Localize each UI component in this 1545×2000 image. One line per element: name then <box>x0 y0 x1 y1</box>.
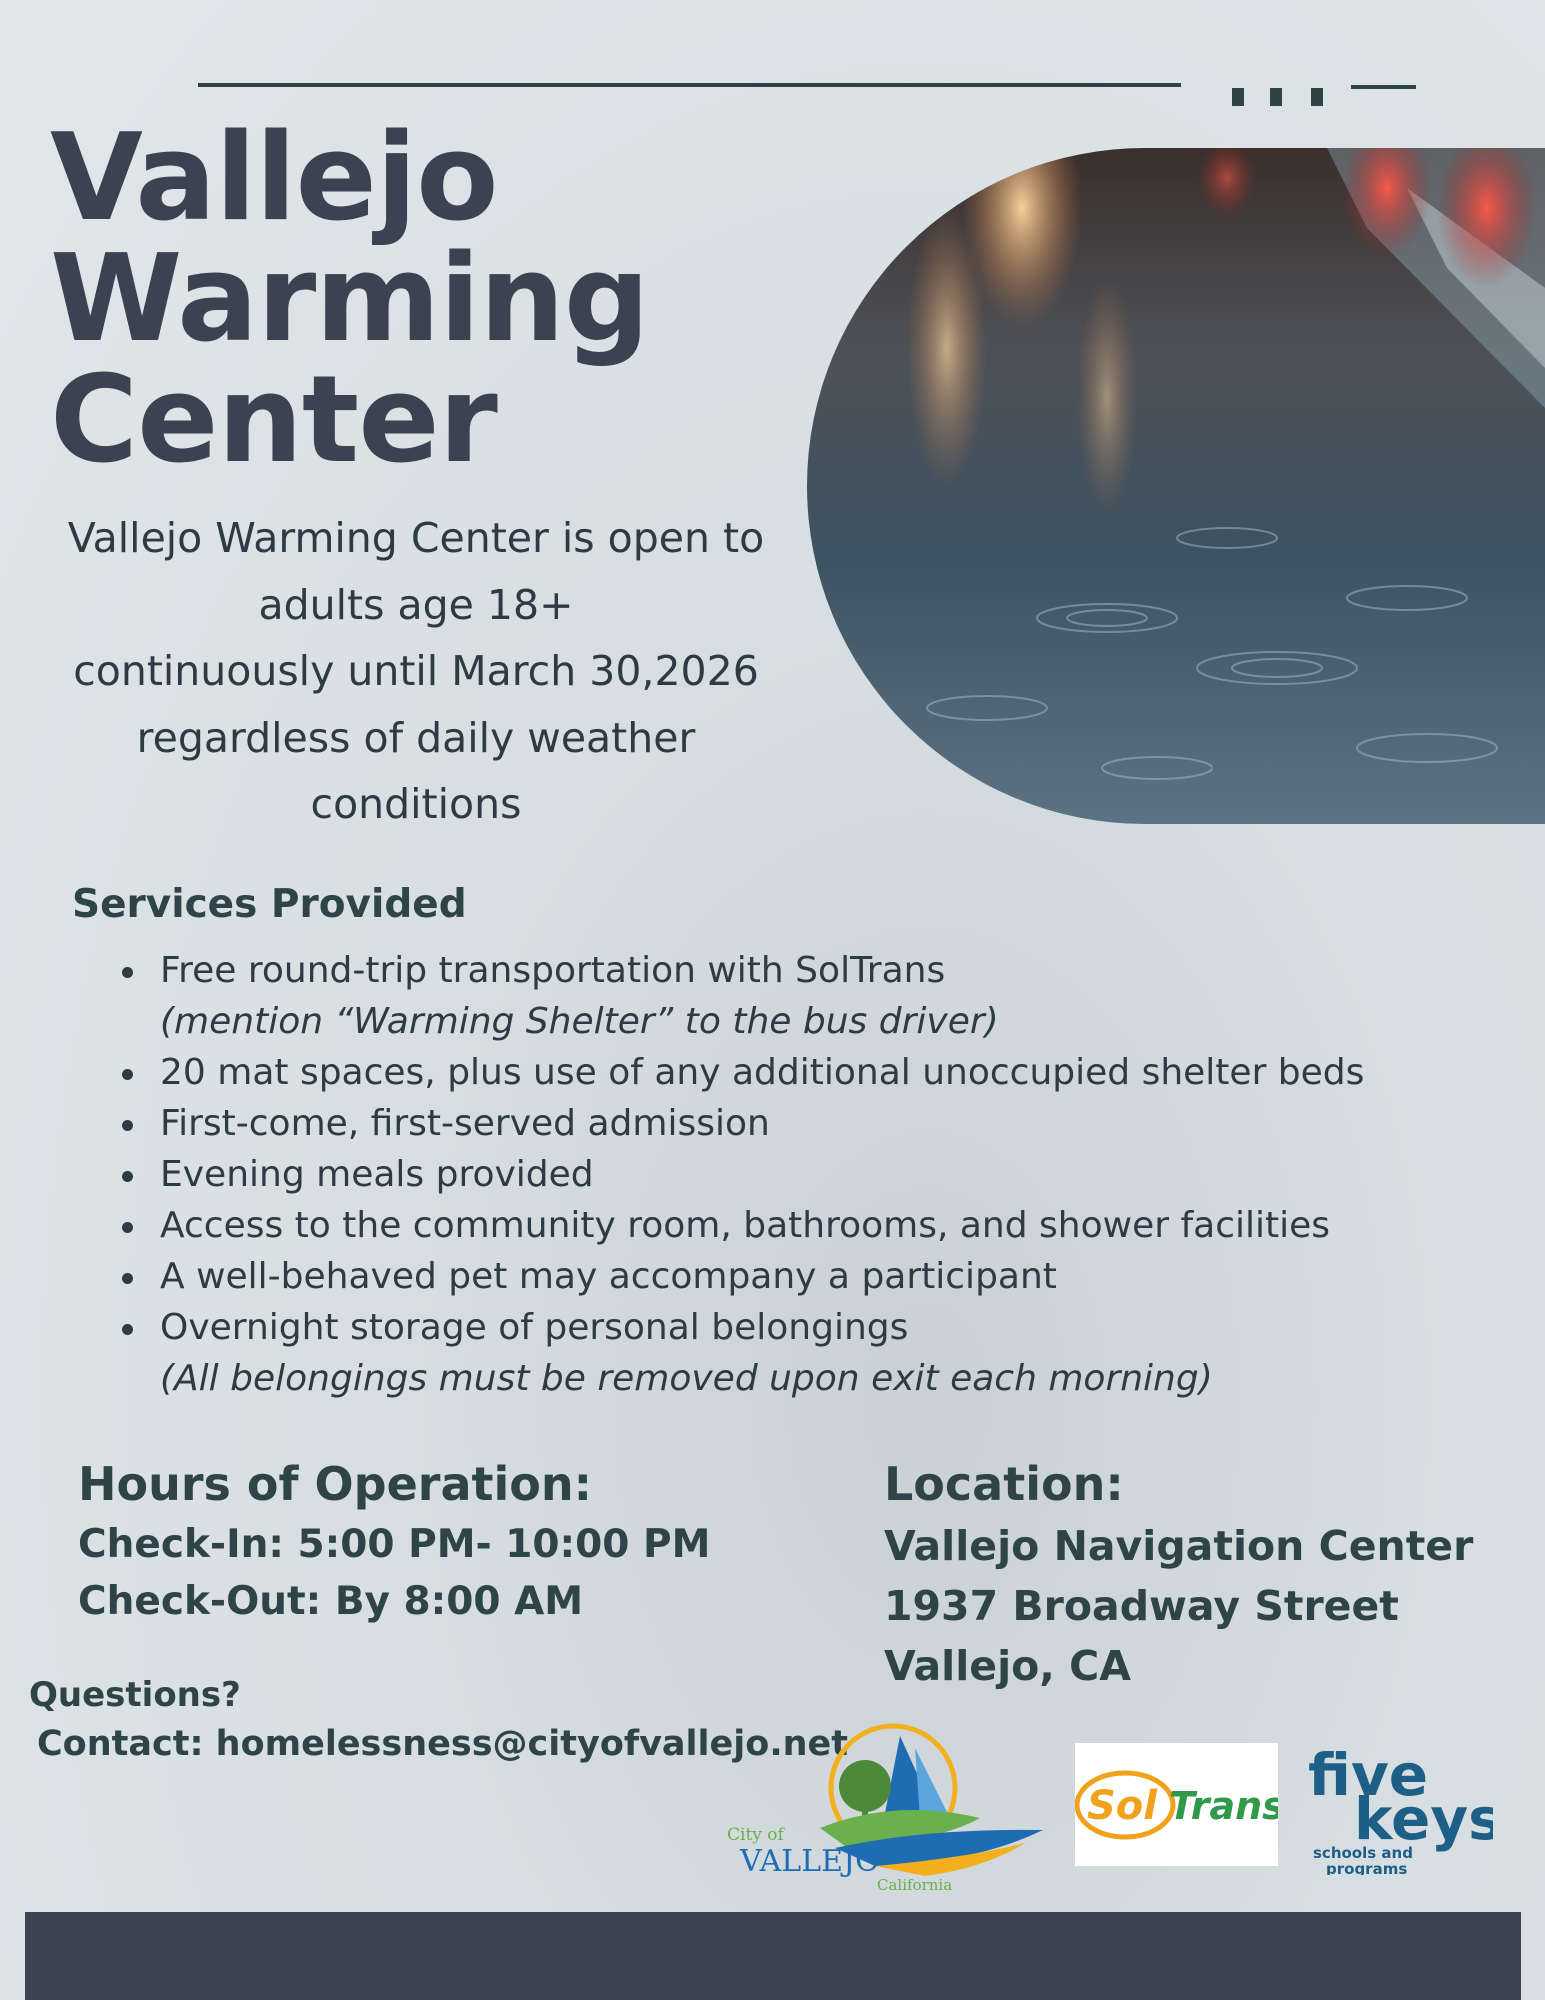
page-title <box>50 109 649 490</box>
list-item <box>110 1098 1364 1149</box>
intro-line: adults age 18+ <box>258 580 574 629</box>
intro-line: conditions <box>310 780 522 828</box>
decorative-dash <box>1270 88 1282 106</box>
intro-line: Vallejo Warming Center is open to <box>67 514 765 562</box>
logo-vallejo-name: VALLEJO <box>740 1844 880 1879</box>
bullet-icon <box>122 1324 133 1335</box>
bullet-icon <box>122 1171 133 1182</box>
top-decorative-rule <box>198 83 1181 87</box>
list-item <box>110 1149 1364 1200</box>
logo-sol: Sol <box>1087 1783 1157 1829</box>
logo-tagline: schools and <box>1313 1844 1413 1862</box>
list-item <box>110 1200 1364 1251</box>
city-of-vallejo-logo <box>725 1718 1045 1890</box>
questions-label: Questions? <box>29 1675 241 1715</box>
footer-bar <box>25 1912 1521 2000</box>
service-text: Free round-trip transportation with SolTrans <box>160 950 946 991</box>
location-name: Vallejo Navigation Center <box>884 1522 1474 1570</box>
logo-trans: Trans <box>1169 1784 1278 1828</box>
hours-heading: Hours of Operation: <box>78 1457 593 1511</box>
decorative-dash <box>1311 88 1323 106</box>
list-item <box>110 1047 1364 1098</box>
title-line: Vallejo <box>50 109 498 248</box>
location-street: 1937 Broadway Street <box>884 1582 1399 1630</box>
title-line: Center <box>50 351 497 490</box>
services-list <box>110 945 1364 1404</box>
services-heading: Services Provided <box>72 882 467 927</box>
bullet-icon <box>122 1222 133 1233</box>
bullet-icon <box>122 1069 133 1080</box>
service-text: Evening meals provided <box>160 1154 594 1195</box>
intro-line: regardless of daily weather <box>136 713 696 762</box>
check-out-time: Check-Out: By 8:00 AM <box>78 1579 584 1624</box>
short-decorative-rule <box>1351 85 1416 89</box>
logo-city-of: City of <box>727 1825 784 1845</box>
check-in-time: Check-In: 5:00 PM- 10:00 PM <box>78 1522 711 1567</box>
intro-line: continuously until March 30,2026 <box>73 647 759 695</box>
bullet-icon <box>122 1120 133 1131</box>
location-heading: Location: <box>884 1457 1124 1511</box>
rainy-street-photo <box>807 148 1545 824</box>
list-item <box>110 1251 1364 1302</box>
list-item <box>110 1302 1364 1404</box>
service-text: A well-behaved pet may accompany a participant <box>160 1256 1057 1297</box>
contact-email[interactable]: Contact: homelessness@cityofvallejo.net <box>37 1724 848 1764</box>
service-note: (mention “Warming Shelter” to the bus driver) <box>160 1001 999 1042</box>
logo-california: California <box>877 1876 953 1890</box>
bullet-icon <box>122 1273 133 1284</box>
logo-five: five <box>1308 1745 1429 1809</box>
soltrans-logo <box>1075 1743 1278 1866</box>
service-text: First-come, first-served admission <box>160 1103 770 1144</box>
service-text: Overnight storage of personal belongings <box>160 1307 909 1348</box>
intro-text <box>40 505 792 838</box>
location-city: Vallejo, CA <box>884 1642 1131 1690</box>
service-text: 20 mat spaces, plus use of any additional unoccupied shelter beds <box>160 1052 1365 1093</box>
service-text: Access to the community room, bathrooms, and shower facilities <box>160 1205 1331 1246</box>
title-line: Warming <box>50 230 649 369</box>
decorative-dash <box>1232 88 1244 106</box>
logo-keys: keys <box>1354 1785 1493 1853</box>
five-keys-logo <box>1308 1745 1493 1875</box>
list-item <box>110 945 1364 1047</box>
service-note: (All belongings must be removed upon exit each morning) <box>160 1358 1213 1399</box>
logo-tagline: programs <box>1326 1860 1408 1875</box>
bullet-icon <box>122 967 133 978</box>
